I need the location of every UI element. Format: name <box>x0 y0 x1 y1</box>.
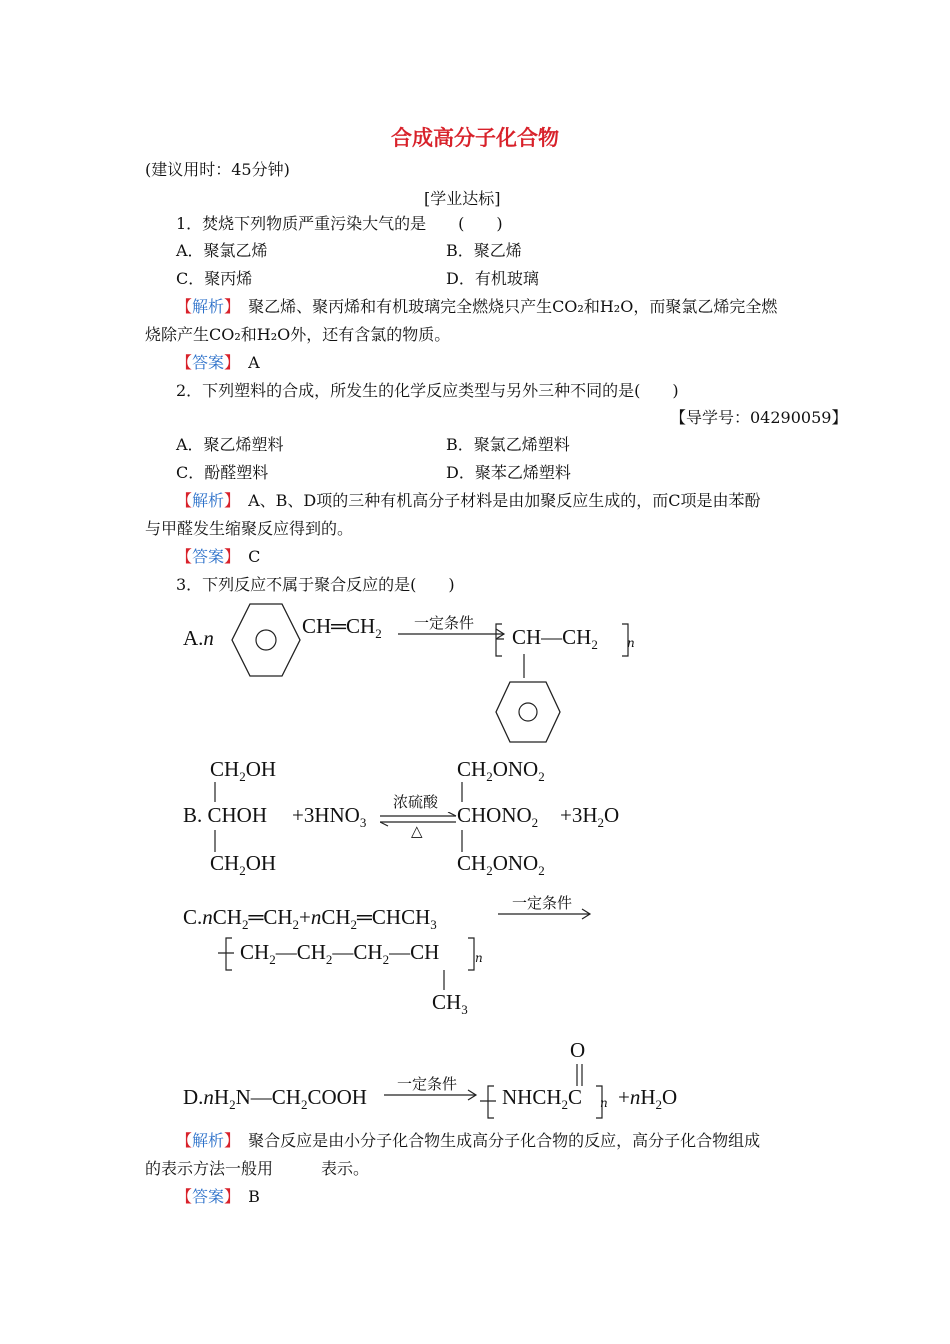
heat-symbol: △ <box>411 822 423 840</box>
reaction-d-condition: 一定条件 <box>397 1075 458 1093</box>
q2-option-c: C．酚醛塑料 <box>176 463 269 482</box>
q3-analysis-cont: 的表示方法一般用 表示。 <box>145 1159 370 1178</box>
benzene-ring-icon <box>226 602 306 678</box>
guide-number: 【导学号：04290059】 <box>670 408 848 427</box>
q3-answer: 【答案】 B <box>176 1187 260 1206</box>
q3-analysis: 【解析】 聚合反应是由小分子化合物生成高分子化合物的反应，高分子化合物组成 <box>176 1131 761 1150</box>
q2-option-d: D．聚苯乙烯塑料 <box>446 463 571 482</box>
section-header: [学业达标] <box>424 189 501 208</box>
q2-answer: 【答案】 C <box>176 547 261 566</box>
q1-analysis-cont: 烧除产生CO₂和H₂O外，还有含氯的物质。 <box>145 325 451 344</box>
acid-condition: 浓硫酸 <box>393 793 439 811</box>
q2-analysis-cont: 与甲醛发生缩聚反应得到的。 <box>145 519 354 538</box>
reaction-a-condition: 一定条件 <box>414 614 475 632</box>
q2-analysis: 【解析】 A、B、D项的三种有机高分子材料是由加聚反应生成的，而C项是由苯酚 <box>176 491 761 510</box>
time-hint: (建议用时：45分钟) <box>145 160 290 179</box>
q1-option-d: D．有机玻璃 <box>446 269 539 288</box>
arrow-icon <box>498 908 594 920</box>
q2-option-b: B．聚氯乙烯塑料 <box>446 435 570 454</box>
reaction-a-polymer: $CH—CH_2$ <box>512 625 598 652</box>
q2-option-a: A．聚乙烯塑料 <box>176 435 284 454</box>
analysis-tag: 【解析】 <box>176 297 233 316</box>
reaction-a-monomer: $CH═CH_2$ <box>302 614 382 641</box>
q1-option-b: B．聚乙烯 <box>446 241 522 260</box>
question-2-stem: 2．下列塑料的合成，所发生的化学反应类型与另外三种不同的是( ) <box>176 381 679 400</box>
reaction-a-label: A.n <box>183 626 214 650</box>
page-title: 合成高分子化合物 <box>391 125 559 150</box>
q1-analysis: 【解析】 聚乙烯、聚丙烯和有机玻璃完全燃烧只产生CO₂和H₂O，而聚氯乙烯完全燃 <box>176 297 778 316</box>
reaction-c-condition: 一定条件 <box>512 894 573 912</box>
q1-option-c: C．聚丙烯 <box>176 269 253 288</box>
question-1-stem: 1．焚烧下列物质严重污染大气的是 ( ) <box>176 214 503 233</box>
q1-option-a: A．聚氯乙烯 <box>176 241 268 260</box>
arrow-icon <box>384 1089 480 1101</box>
q1-answer: 【答案】 A <box>176 353 260 372</box>
question-3-stem: 3．下列反应不属于聚合反应的是( ) <box>176 575 455 594</box>
